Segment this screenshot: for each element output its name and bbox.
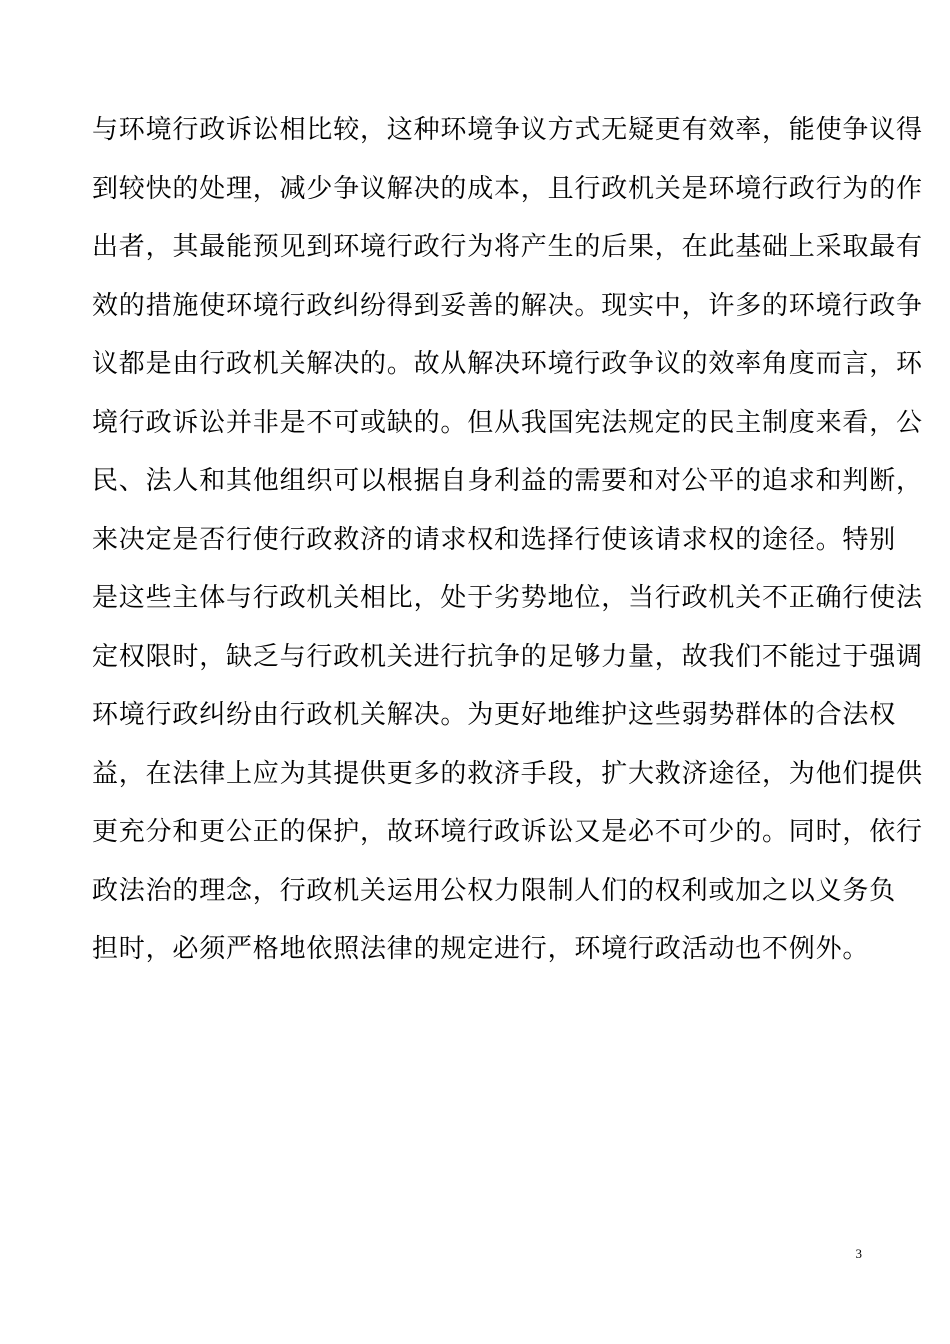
text-line: 与环境行政诉讼相比较，这种环境争议方式无疑更有效率，能使争议得 [92,115,923,145]
text-line: 益，在法律上应为其提供更多的救济手段，扩大救济途径，为他们提供 [92,758,923,789]
text-line: 境行政诉讼并非是不可或缺的。但从我国宪法规定的民主制度来看，公 [92,407,923,438]
text-line: 是这些主体与行政机关相比，处于劣势地位，当行政机关不正确行使法 [92,583,923,613]
text-line: 更充分和更公正的保护，故环境行政诉讼又是必不可少的。同时，依行 [92,817,923,847]
text-line: 担时，必须严格地依照法律的规定进行，环境行政活动也不例外。 [92,934,870,964]
text-line: 定权限时，缺乏与行政机关进行抗争的足够力量，故我们不能过于强调 [92,641,923,672]
text-line: 议都是由行政机关解决的。故从解决环境行政争议的效率角度而言，环 [92,349,923,379]
text-line: 来决定是否行使行政救济的请求权和选择行使该请求权的途径。特别 [92,524,897,555]
text-line: 出者，其最能预见到环境行政行为将产生的后果，在此基础上采取最有 [92,232,923,262]
text-line: 到较快的处理，减少争议解决的成本，且行政机关是环境行政行为的作 [92,173,923,204]
text-line: 民、法人和其他组织可以根据自身利益的需要和对公平的追求和判断， [92,466,923,496]
page-number: 3 [855,1246,862,1261]
body-paragraph [92,101,923,979]
text-line: 政法治的理念，行政机关运用公权力限制人们的权利或加之以义务负 [92,875,897,906]
text-line: 效的措施使环境行政纠纷得到妥善的解决。现实中，许多的环境行政争 [92,290,923,321]
text-line: 环境行政纠纷由行政机关解决。为更好地维护这些弱势群体的合法权 [92,700,897,730]
